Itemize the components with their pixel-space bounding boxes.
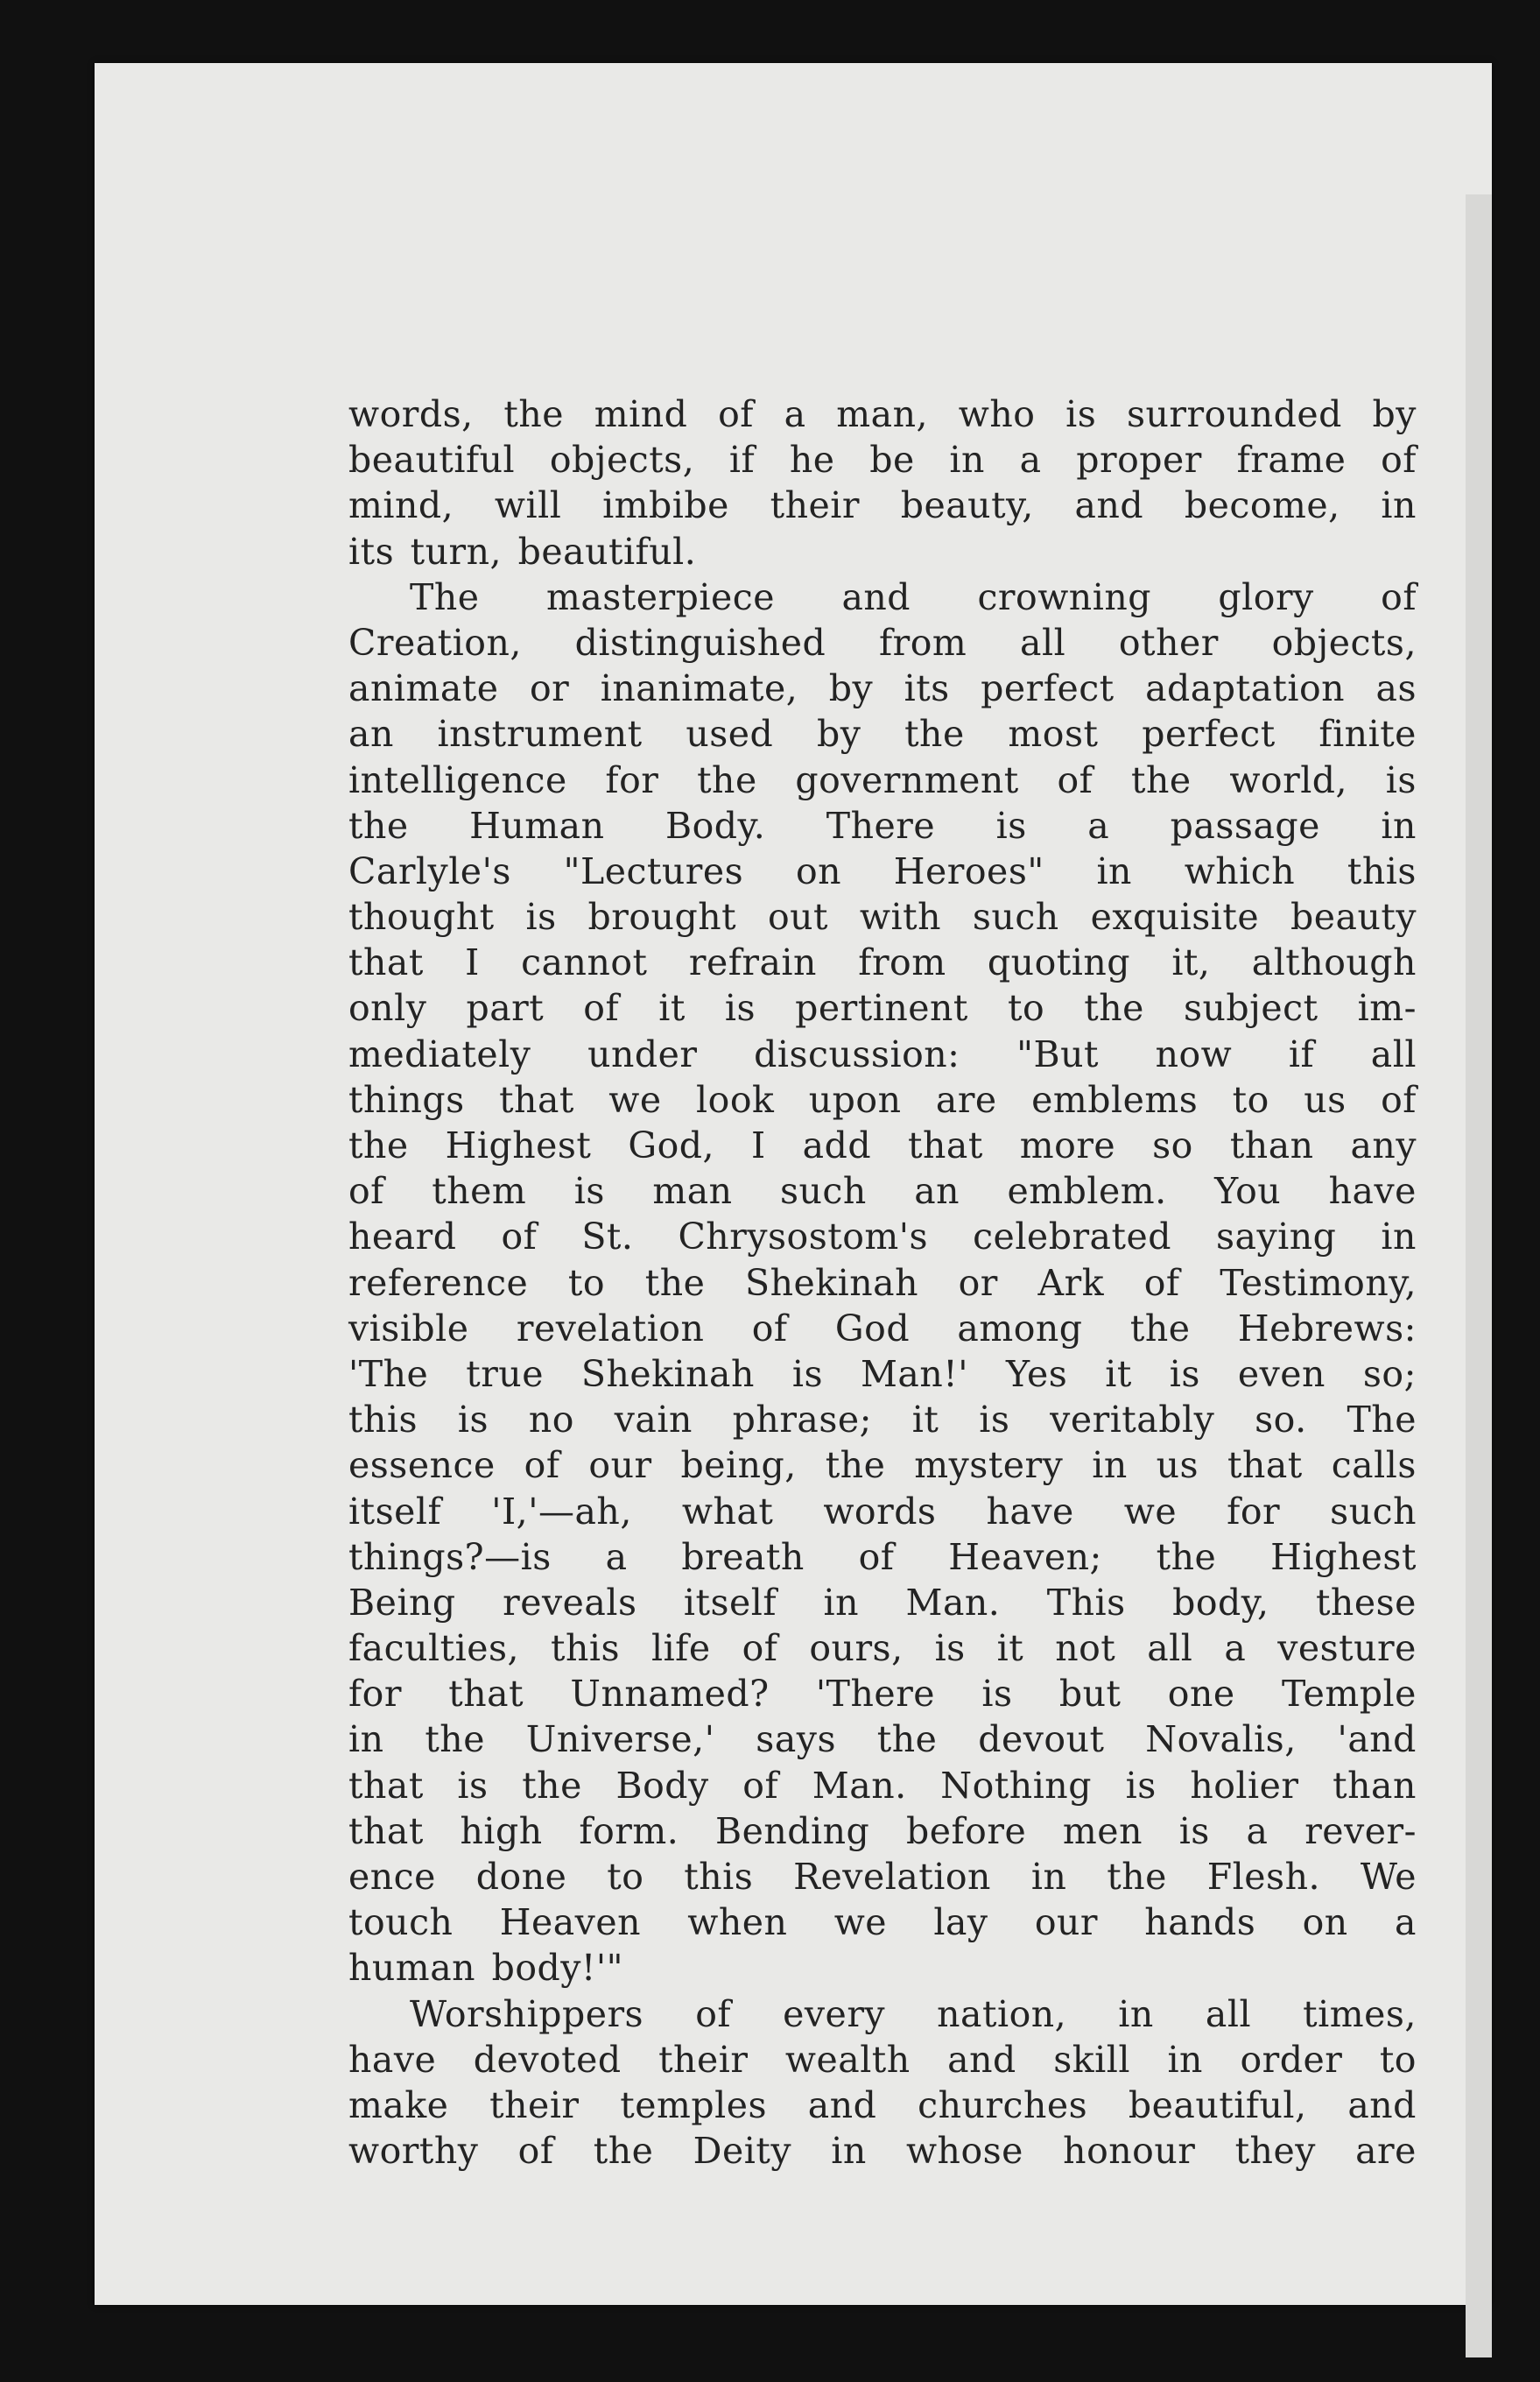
text-line: intelligence for the government of the world, is xyxy=(348,758,1417,801)
text-line: the Human Body. There is a passage in xyxy=(348,804,1417,847)
text-line: The masterpiece and crowning glory of xyxy=(410,575,1417,618)
text-line: have devoted their wealth and skill in order to xyxy=(348,2038,1417,2081)
text-line: make their temples and churches beautiful, and xyxy=(348,2083,1417,2126)
text-line: touch Heaven when we lay our hands on a xyxy=(348,1901,1417,1944)
text-line: Being reveals itself in Man. This body, these xyxy=(348,1581,1417,1624)
text-line: ence done to this Revelation in the Flesh. We xyxy=(348,1856,1417,1898)
text-line: 'The true Shekinah is Man!' Yes it is even so; xyxy=(348,1352,1417,1395)
text-line: this is no vain phrase; it is veritably so. The xyxy=(348,1399,1417,1441)
text-line: its turn, beautiful. xyxy=(348,530,697,573)
text-line: animate or inanimate, by its perfect adaptation as xyxy=(348,667,1417,710)
text-line: an instrument used by the most perfect finite xyxy=(348,713,1417,756)
book-page xyxy=(95,63,1492,2305)
text-line: essence of our being, the mystery in us that calls xyxy=(348,1444,1417,1487)
text-line: reference to the Shekinah or Ark of Testimony, xyxy=(348,1261,1417,1304)
text-line: in the Universe,' says the devout Novalis, 'and xyxy=(348,1718,1417,1761)
text-line: for that Unnamed? 'There is but one Temple xyxy=(348,1673,1417,1716)
text-line: human body!'" xyxy=(348,1947,624,1990)
text-line: things that we look upon are emblems to us of xyxy=(348,1078,1417,1121)
text-line: of them is man such an emblem. You have xyxy=(348,1170,1417,1213)
text-line: that I cannot refrain from quoting it, although xyxy=(348,941,1417,984)
text-line: Creation, distinguished from all other objects, xyxy=(348,621,1417,664)
text-line: things?—is a breath of Heaven; the Highest xyxy=(348,1535,1417,1578)
text-line: thought is brought out with such exquisite beauty xyxy=(348,896,1417,939)
text-line: worthy of the Deity in whose honour they are xyxy=(348,2130,1417,2173)
text-line: itself 'I,'—ah, what words have we for such xyxy=(348,1490,1417,1533)
text-line: faculties, this life of ours, is it not all a vesture xyxy=(348,1627,1417,1670)
text-line: Carlyle's "Lectures on Heroes" in which this xyxy=(348,849,1417,892)
text-line: mind, will imbibe their beauty, and become, in xyxy=(348,484,1417,527)
adjacent-page-edge xyxy=(1466,194,1492,2357)
text-line: words, the mind of a man, who is surrounded by xyxy=(348,393,1417,435)
text-line: that high form. Bending before men is a rever- xyxy=(348,1809,1417,1852)
text-line: mediately under discussion: "But now if all xyxy=(348,1032,1417,1075)
page-body-text xyxy=(348,391,1417,2174)
text-line: heard of St. Chrysostom's celebrated saying in xyxy=(348,1216,1417,1258)
text-line: visible revelation of God among the Hebrews: xyxy=(348,1307,1417,1350)
text-line: only part of it is pertinent to the subject im- xyxy=(348,987,1417,1030)
text-line: that is the Body of Man. Nothing is holier than xyxy=(348,1764,1417,1807)
text-line: Worshippers of every nation, in all times, xyxy=(410,1992,1417,2035)
text-line: beautiful objects, if he be in a proper frame of xyxy=(348,439,1417,482)
text-line: the Highest God, I add that more so than any xyxy=(348,1124,1417,1166)
